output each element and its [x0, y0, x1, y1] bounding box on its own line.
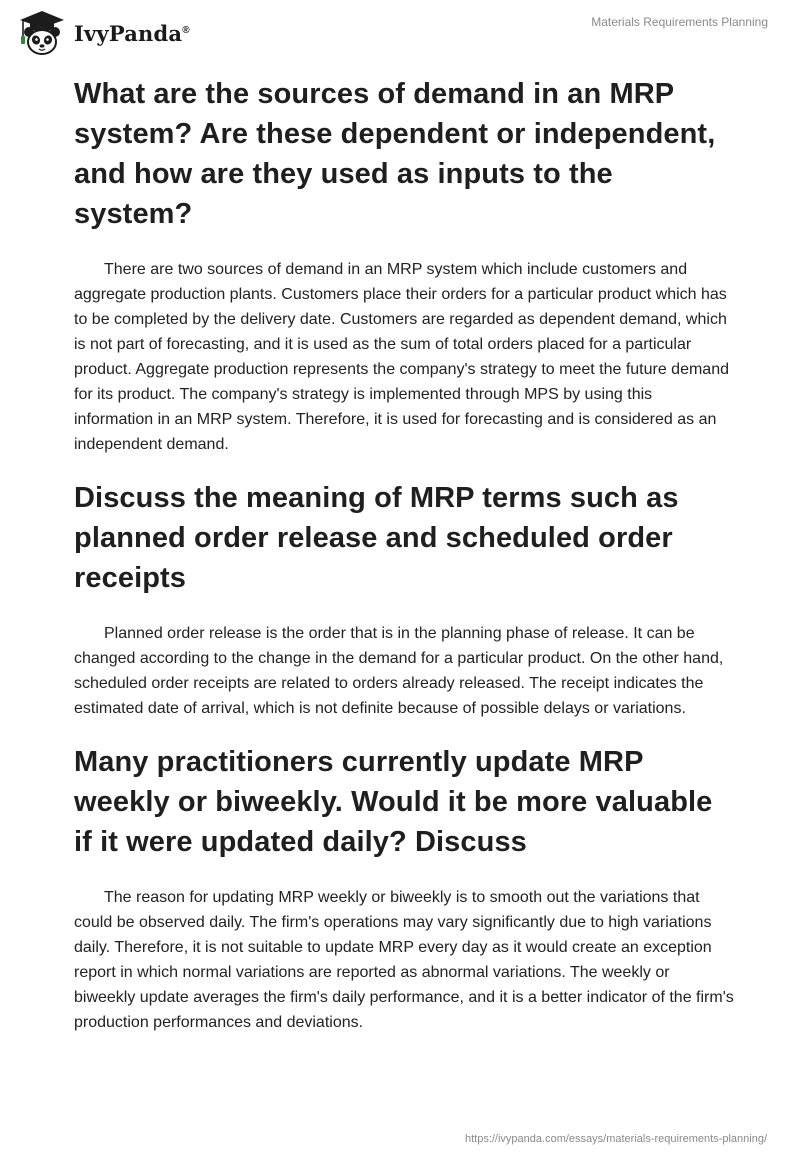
page-header: [0, 0, 800, 70]
section-heading: Many practitioners currently update MRP weekly or biweekly. Would it be more valuable if it were updated daily? Discuss: [74, 746, 713, 858]
document-title: Materials Requirements Planning: [591, 15, 768, 29]
section-sources-of-demand: [74, 74, 734, 457]
source-url-link[interactable]: https://ivypanda.com/essays/materials-requirements-planning/: [464, 1133, 767, 1145]
section-paragraph: Planned order release is the order that is in the planning phase of release. It can be changed according to the change in the demand for a particular product. On the other hand, scheduled order receipts are related to orders already released. The receipt indicates the estimated date of arrival, which is not definite because of possible delays or variations.: [74, 625, 724, 717]
essay-content: [74, 74, 734, 1056]
section-update-frequency: [74, 742, 734, 1035]
panda-graduate-icon: [14, 8, 70, 58]
section-paragraph: There are two sources of demand in an MRP system which include customers and aggregate production plants. Customers place their orders for a particular product which has to be completed by the delivery date. Customers are regarded as dependent demand, which is not part of forecasting, and it is used as the sum of total orders placed for a particular product. Aggregate production represents the company's strategy to meet the future demand for its product. The company's strategy is implemented through MPS by using this information in an MRP system. Therefore, it is used for forecasting and is considered as an independent demand.: [74, 261, 729, 453]
section-heading: Discuss the meaning of MRP terms such as planned order release and scheduled order receipts: [74, 482, 679, 594]
ivypanda-logo[interactable]: [14, 8, 190, 58]
logo-text: IvyPanda®: [74, 20, 190, 46]
section-mrp-terms: [74, 478, 734, 721]
section-paragraph: The reason for updating MRP weekly or biweekly is to smooth out the variations that could be observed daily. The firm's operations may vary significantly due to high variations daily. Therefore, it is not suitable to update MRP every day as it would create an exception report in which normal variations are reported as abnormal variations. The weekly or biweekly update averages the firm's daily performance, and it is a better indicator of the firm's production performances and deviations.: [74, 889, 734, 1031]
section-heading: What are the sources of demand in an MRP system? Are these dependent or independent, and how are they used as inputs to the system?: [74, 78, 716, 230]
